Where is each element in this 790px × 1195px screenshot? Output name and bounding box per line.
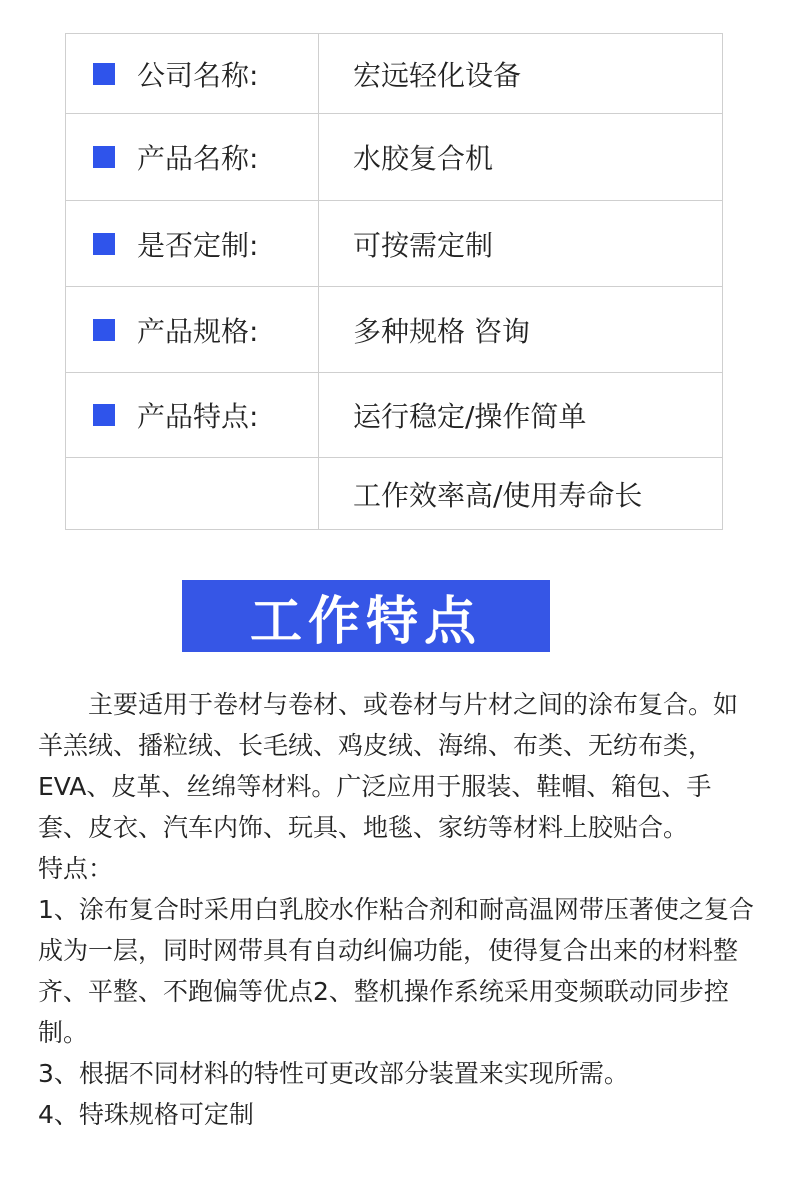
info-key-cell-empty [66,458,319,530]
info-value-product-name: 水胶复合机 [319,114,723,201]
square-bullet-icon [93,319,115,341]
info-key-cell [66,34,319,114]
info-key-customization: 是否定制: [137,228,259,262]
info-value-customization: 可按需定制 [319,201,723,287]
info-key-cell [66,287,319,373]
info-row-features-cont [66,458,723,530]
info-row-features [66,373,723,458]
product-info-table [65,33,723,530]
section-title-banner [182,580,550,652]
info-key-company: 公司名称: [137,58,259,92]
info-key-cell [66,201,319,287]
info-value-company: 宏远轻化设备 [319,34,723,114]
info-key-spec: 产品规格: [137,314,259,348]
intro-paragraph: 主要适用于卷材与卷材、或卷材与片材之间的涂布复合。如羊羔绒、播粒绒、长毛绒、鸡皮绒、海绵、布类、无纺布类，EVA、皮革、丝绵等材料。广泛应用于服装、鞋帽、箱包、手套、皮衣、汽车内饰、玩具、地毯、家纺等材料上胶贴合。 [38,690,739,842]
info-row-customization [66,201,723,287]
feature-item-3: 3、根据不同材料的特性可更改部分装置来实现所需。 [38,1059,629,1088]
section-title: 工作特点 [249,591,482,652]
features-label: 特点： [38,854,114,883]
info-row-company [66,34,723,114]
info-row-product-name [66,114,723,201]
square-bullet-icon [93,404,115,426]
info-row-spec [66,287,723,373]
square-bullet-icon [93,63,115,85]
info-value-spec: 多种规格 咨询 [319,287,723,373]
info-key-features: 产品特点: [137,400,259,433]
info-key-product-name: 产品名称: [137,142,259,175]
info-key-cell [66,373,319,458]
square-bullet-icon [93,233,115,255]
feature-item-1: 1、涂布复合时采用白乳胶水作粘合剂和耐高温网带压著使之复合成为一层，同时网带具有自动纠偏功能，使得复合出来的材料整齐、平整、不跑偏等优点2、整机操作系统采用变频联动同步控制。 [38,895,754,1047]
square-bullet-icon [93,146,115,168]
feature-item-4: 4、特珠规格可定制 [38,1100,254,1129]
info-value-features-cont: 工作效率高/使用寿命长 [319,458,723,530]
description-content [38,684,754,1135]
info-value-features: 运行稳定/操作简单 [319,373,723,458]
info-key-cell [66,114,319,201]
